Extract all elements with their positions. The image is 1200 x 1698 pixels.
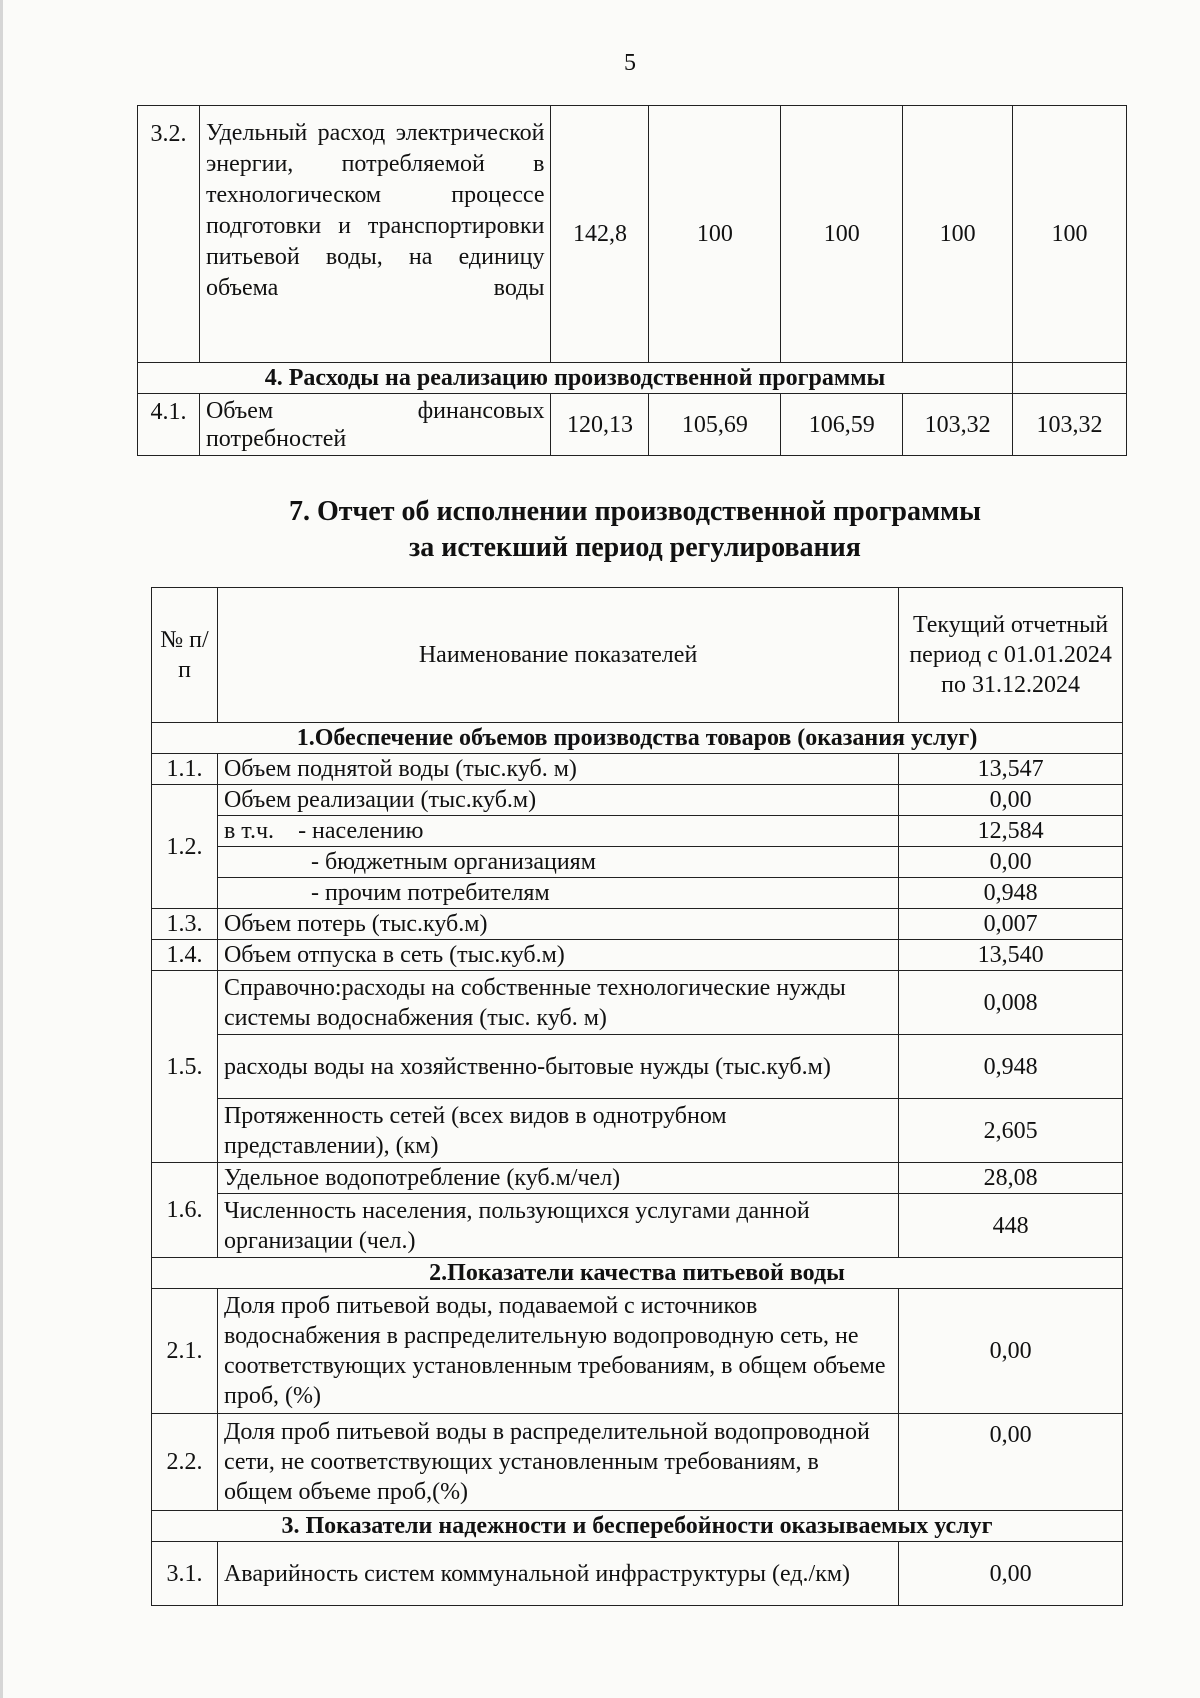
indicator-name: Объем отпуска в сеть (тыс.куб.м) [217,940,898,971]
table-row [152,754,1123,785]
row-number: 4.1. [138,394,200,456]
row-number: 1.4. [152,940,218,971]
section-row [152,1258,1123,1289]
header-period: Текущий отчетный период с 01.01.2024 по 31.12.2024 [899,588,1123,723]
table-row [152,1414,1123,1511]
header-name: Наименование показателей [217,588,898,723]
value-cell: 106,59 [781,394,903,456]
value-cell: 0,948 [899,1035,1123,1099]
row-number: 1.6. [152,1163,218,1258]
row-number: 1.2. [152,785,218,909]
value-cell: 12,584 [899,816,1123,847]
value-cell: 0,00 [899,1542,1123,1606]
value-cell: 13,540 [899,940,1123,971]
indicator-name: Доля проб питьевой воды, подаваемой с источников водоснабжения в распределительную водопроводную сеть, не соответствующих установленным требованиям, в общем объеме проб, (%) [217,1289,898,1414]
indicator-name: расходы воды на хозяйственно-бытовые нужды (тыс.куб.м) [217,1035,898,1099]
row-number: 1.5. [152,971,218,1163]
indicator-name: Доля проб питьевой воды в распределительной водопроводной сети, не соответствующих установленным требованиям, в общем объеме проб,(%) [217,1414,898,1511]
value-cell: 105,69 [649,394,781,456]
table-row [152,816,1123,847]
indicators-table-continued [137,105,1127,456]
value-cell: 28,08 [899,1163,1123,1194]
section-row [152,1511,1123,1542]
sub-name: - населению [298,818,424,844]
table-row [138,394,1127,456]
row-number: 2.1. [152,1289,218,1414]
table-row [152,1289,1123,1414]
row-number: 3.1. [152,1542,218,1606]
value-cell: 0,007 [899,909,1123,940]
indicator-name: Аварийность систем коммунальной инфраструктуры (ед./км) [217,1542,898,1606]
empty-cell [1013,363,1127,394]
indicator-name: Объем потерь (тыс.куб.м) [217,909,898,940]
table-row [152,909,1123,940]
value-cell: 0,008 [899,971,1123,1035]
value-cell: 100 [903,106,1013,363]
row-number: 2.2. [152,1414,218,1511]
header-number: № п/п [152,588,218,723]
section-heading: 3. Показатели надежности и бесперебойности оказываемых услуг [152,1511,1123,1542]
value-cell: 0,00 [899,1414,1123,1511]
value-cell: 103,32 [1013,394,1127,456]
value-cell: 0,948 [899,878,1123,909]
value-cell: 0,00 [899,785,1123,816]
table-row [152,785,1123,816]
value-cell: 142,8 [551,106,649,363]
value-cell: 100 [649,106,781,363]
table-row [152,1035,1123,1099]
row-number: 1.1. [152,754,218,785]
row-number: 3.2. [138,106,200,363]
page-number: 5 [624,50,636,76]
sub-prefix: в т.ч. [223,818,275,844]
section-heading: 1.Обеспечение объемов производства товаров (оказания услуг) [152,723,1123,754]
scan-edge [0,0,3,1698]
report-title-line-2: за истекший период регулирования [409,532,861,563]
indicator-name: Справочно:расходы на собственные технологические нужды системы водоснабжения (тыс. куб. м) [217,971,898,1035]
indicator-name: Удельный расход электрической энергии, потребляемой в технологическом процессе подготовки и транспортировки питьевой воды, на единицу объема воды [199,106,551,363]
table-row [152,847,1123,878]
report-title-line-1: 7. Отчет об исполнении производственной программы [288,496,981,527]
value-cell: 0,00 [899,1289,1123,1414]
table-row [152,1194,1123,1258]
indicator-name: Объем реализации (тыс.куб.м) [217,785,898,816]
section-heading: 2.Показатели качества питьевой воды [152,1258,1123,1289]
section-row [138,363,1127,394]
table-row [152,1163,1123,1194]
indicator-name: Объем финансовых потребностей [199,394,551,456]
indicator-name: - прочим потребителям [217,878,898,909]
value-cell: 100 [1013,106,1127,363]
value-cell: 100 [781,106,903,363]
table-row [152,1542,1123,1606]
value-cell: 103,32 [903,394,1013,456]
table-row [138,106,1127,363]
table-row [152,878,1123,909]
indicator-name: - бюджетным организациям [217,847,898,878]
section-heading: 4. Расходы на реализацию производственной программы [138,363,1013,394]
indicator-name: Численность населения, пользующихся услугами данной организации (чел.) [217,1194,898,1258]
report-table [151,587,1123,1606]
table-row [152,940,1123,971]
value-cell: 0,00 [899,847,1123,878]
value-cell: 2,605 [899,1099,1123,1163]
indicator-name [217,816,898,847]
header-row [152,588,1123,723]
table-row [152,971,1123,1035]
indicator-name: Протяженность сетей (всех видов в однотрубном представлении), (км) [217,1099,898,1163]
row-number: 1.3. [152,909,218,940]
indicator-name: Удельное водопотребление (куб.м/чел) [217,1163,898,1194]
section-row [152,723,1123,754]
value-cell: 448 [899,1194,1123,1258]
value-cell: 120,13 [551,394,649,456]
report-title [200,494,1070,566]
table-row [152,1099,1123,1163]
indicator-name: Объем поднятой воды (тыс.куб. м) [217,754,898,785]
value-cell: 13,547 [899,754,1123,785]
